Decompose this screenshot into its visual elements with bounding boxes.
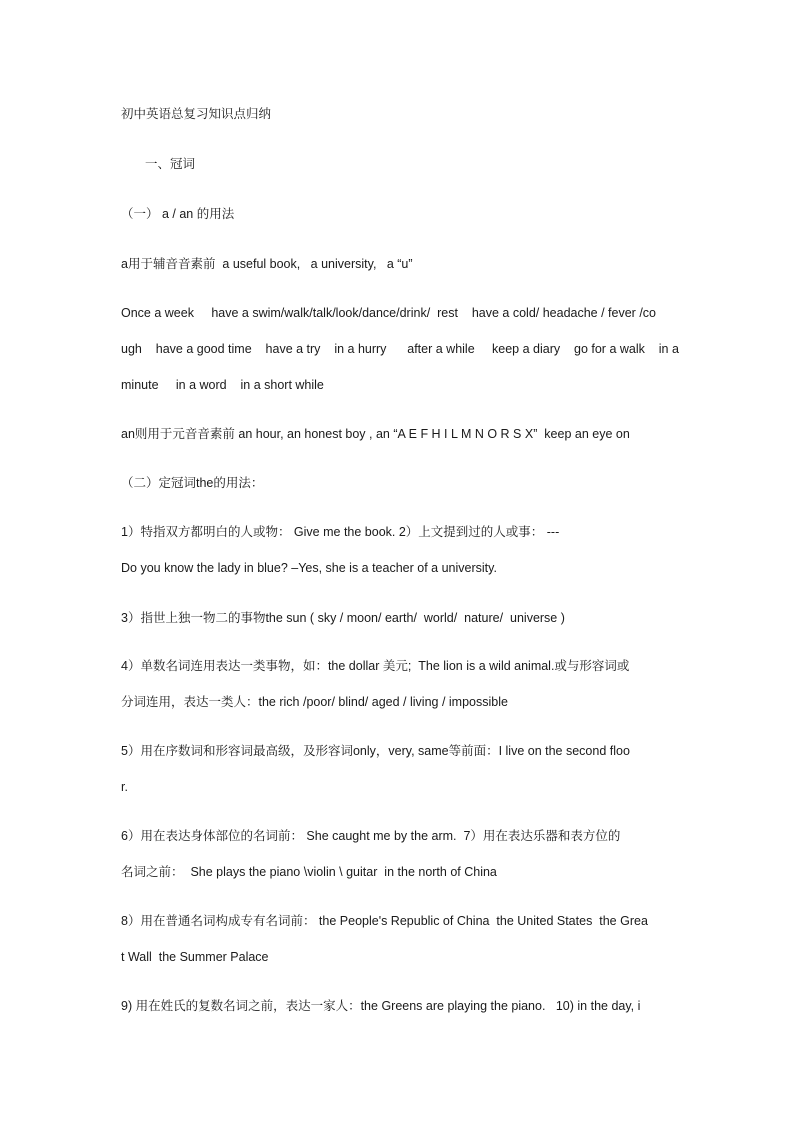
subsection-heading-the: （二）定冠词the的用法： [121,476,264,490]
text-line: 4）单数名词连用表达一类事物，如：the dollar 美元; The lion is a wild animal.或与形容词或 [121,659,630,673]
text-line: an则用于元音音素前 an hour, an honest boy , an “A E F H I L M N O R S X” keep an eye on [121,427,630,441]
document-title: 初中英语总复习知识点归纳 [121,107,272,121]
text-line: 6）用在表达身体部位的名词前： She caught me by the arm. 7）用在表达乐器和表方位的 [121,829,621,843]
text-line: 名词之前： She plays the piano \violin \ guitar in the north of China [121,865,497,879]
subsection-heading-a-an: （一） a / an 的用法 [121,207,235,221]
section-heading-articles: 一、冠词 [145,157,196,171]
text-line: minute in a word in a short while [121,378,324,392]
text-line: 分词连用，表达一类人：the rich /poor/ blind/ aged / living / impossible [121,695,508,709]
text-line: 3）指世上独一物二的事物the sun ( sky / moon/ earth/ world/ nature/ universe ) [121,611,565,625]
text-line: a用于辅音音素前 a useful book, a university, a “u” [121,257,413,271]
text-line: r. [121,780,128,794]
text-line: 8）用在普通名词构成专有名词前： the People's Republic of China the United States the Grea [121,914,648,928]
text-line: 5）用在序数词和形容词最高级，及形容词only，very, same等前面：I live on the second floo [121,744,630,758]
text-line: t Wall the Summer Palace [121,950,269,964]
text-line: 1）特指双方都明白的人或物： Give me the book. 2）上文提到过的人或事： --- [121,525,560,539]
text-line: ugh have a good time have a try in a hurry after a while keep a diary go for a walk in a [121,342,679,356]
text-line: Once a week have a swim/walk/talk/look/dance/drink/ rest have a cold/ headache / fever /co [121,306,656,320]
text-line: Do you know the lady in blue? –Yes, she is a teacher of a university. [121,561,497,575]
text-line: 9) 用在姓氏的复数名词之前，表达一家人：the Greens are playing the piano. 10) in the day, i [121,999,641,1013]
